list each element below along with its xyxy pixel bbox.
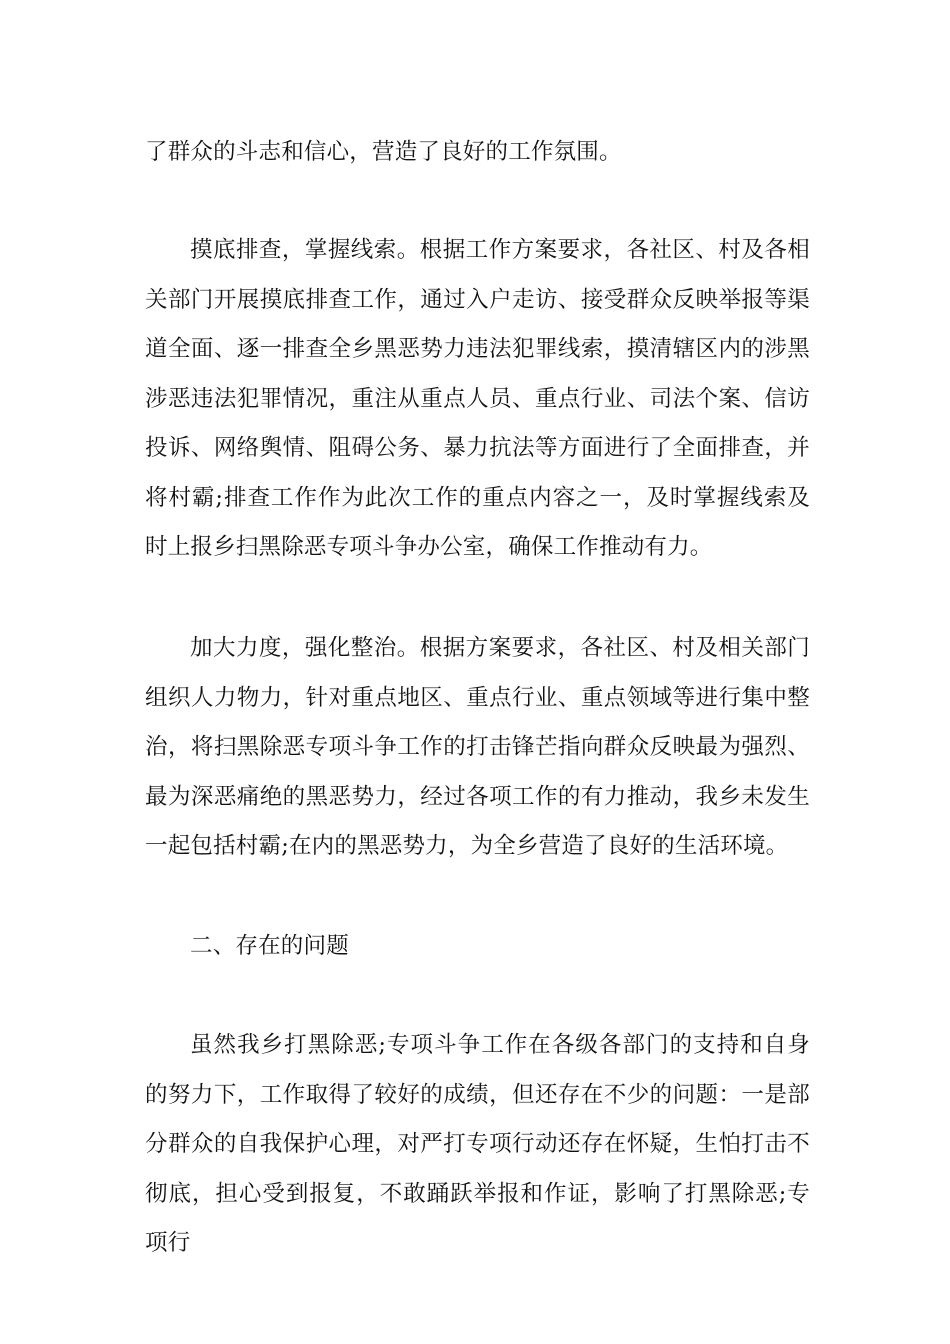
paragraph-rectification: 加大力度，强化整治。根据方案要求，各社区、村及相关部门组织人力物力，针对重点地区、重点行业、重点领域等进行集中整治，将扫黑除恶专项斗争工作的打击锋芒指向群众反映最为强烈、最为深恶痛绝的黑恶势力，经过各项工作的有力推动，我乡未发生一起包括村霸;在内的黑恶势力，为全乡营造了良好的生活环境。 [145,635,810,859]
paragraph-continuation: 了群众的斗志和信心，营造了良好的工作氛围。 [145,139,622,165]
section-heading-problems: 二、存在的问题 [190,933,349,959]
paragraph-investigation: 摸底排查，掌握线索。根据工作方案要求，各社区、村及各相关部门开展摸底排查工作，通过入户走访、接受群众反映举报等渠道全面、逐一排查全乡黑恶势力违法犯罪线索，摸清辖区内的涉黑涉恶违法犯罪情况，重注从重点人员、重点行业、司法个案、信访投诉、网络舆情、阻碍公务、暴力抗法等方面进行了全面排查，并将村霸;排查工作作为此次工作的重点内容之一，及时掌握线索及时上报乡扫黑除恶专项斗争办公室，确保工作推动有力。 [145,237,810,560]
paragraph-problems: 虽然我乡打黑除恶;专项斗争工作在各级各部门的支持和自身的努力下，工作取得了较好的成绩，但还存在不少的问题：一是部分群众的自我保护心理，对严打专项行动还存在怀疑，生怕打击不彻底，担心受到报复，不敢踊跃举报和作证，影响了打黑除恶;专项行 [145,1032,810,1256]
